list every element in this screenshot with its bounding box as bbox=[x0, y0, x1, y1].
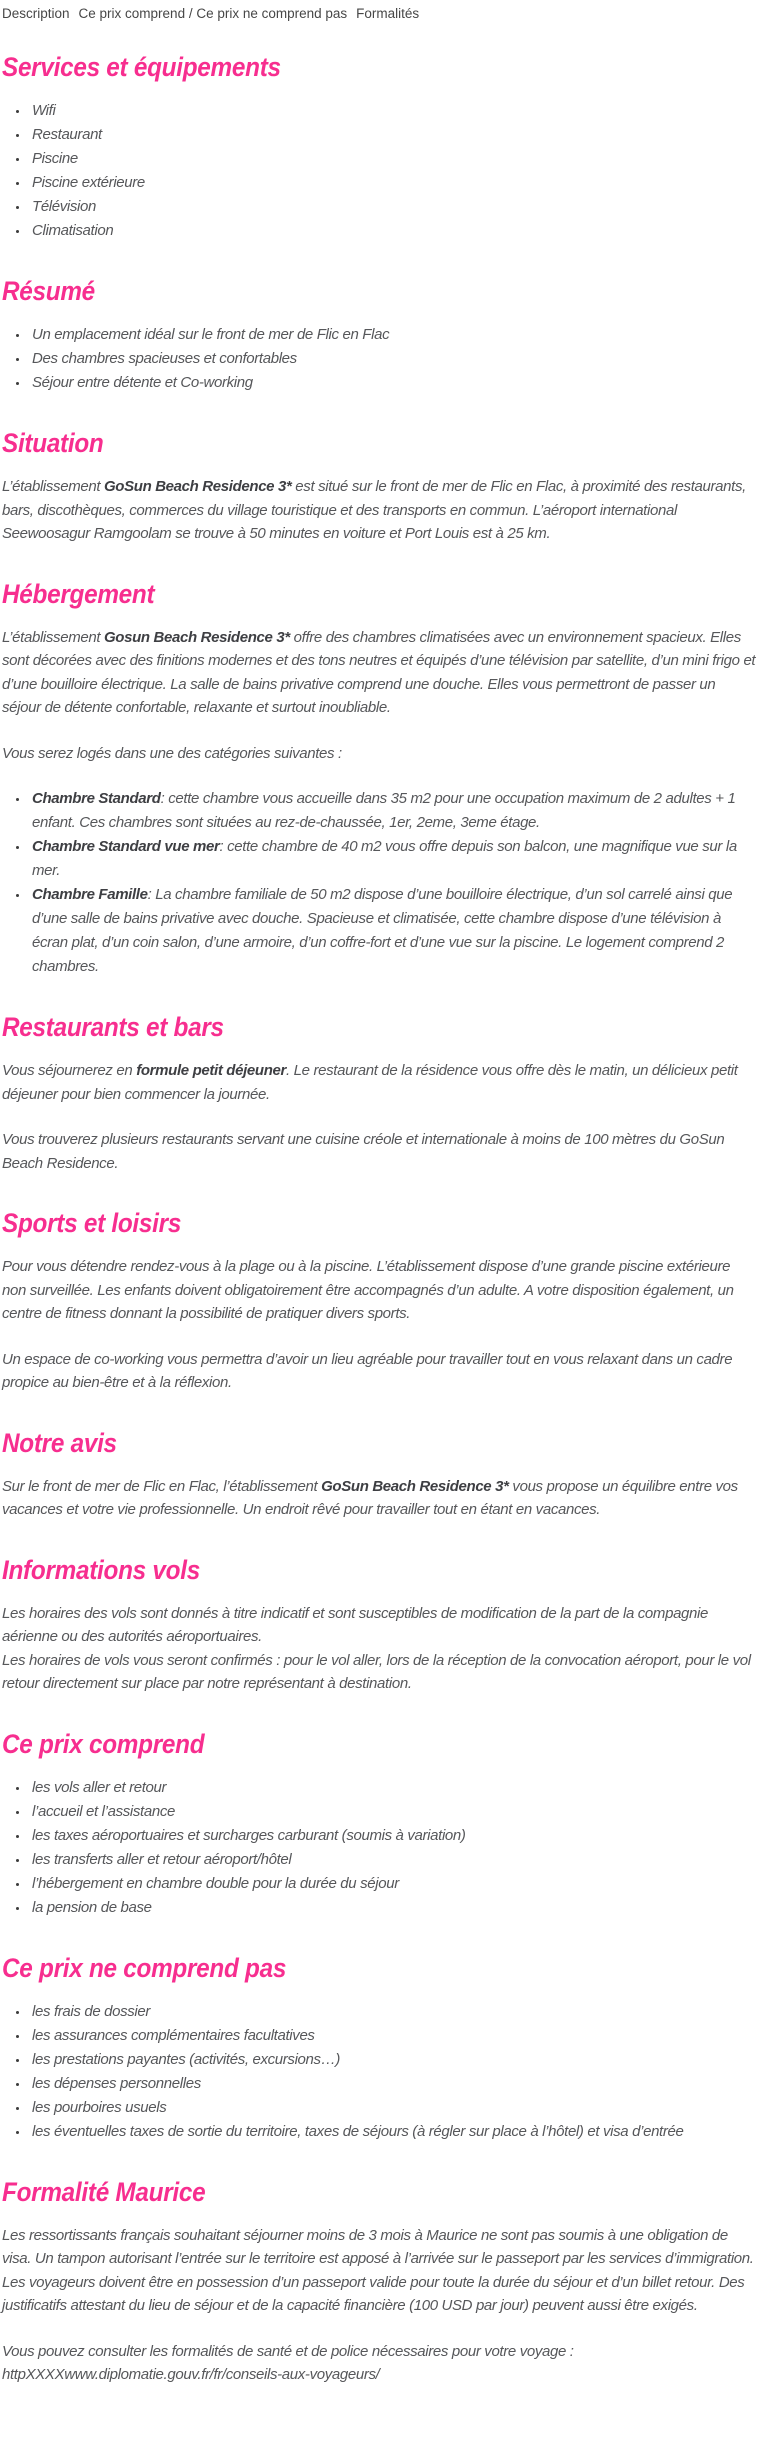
section-title-resume: Résumé bbox=[2, 276, 95, 306]
list-item: • Restaurant bbox=[29, 123, 757, 147]
formalites-paragraph-2: Vous pouvez consulter les formalités de santé et de police nécessaires pour votre voyage : bbox=[2, 2342, 574, 2360]
text-run: . Le restaurant de la résidence vous offre dès le matin, un délicieux petit déjeuner pour bien commencer la journée. bbox=[2, 1062, 738, 1103]
text-run: L’établissement bbox=[2, 628, 104, 646]
situation-paragraph bbox=[2, 475, 757, 546]
section-resume bbox=[2, 276, 757, 395]
meal-plan-bold: formule petit déjeuner bbox=[136, 1062, 287, 1079]
section-sports bbox=[2, 1208, 757, 1395]
section-prix-ne-comprend-pas bbox=[2, 1953, 757, 2144]
list-item: • Piscine extérieure bbox=[29, 171, 757, 195]
list-item: • Des chambres spacieuses et confortables bbox=[29, 347, 757, 371]
hebergement-categories-intro: Vous serez logés dans une des catégories suivantes : bbox=[2, 744, 342, 762]
list-item: • les frais de dossier bbox=[29, 2000, 757, 2024]
text-run: L’établissement bbox=[2, 478, 104, 495]
text-run: : cette chambre vous accueille dans 35 m2 pour une occupation maximum de 2 adultes + 1 enfant. Ces chambres sont situées au rez-de-chaussée, 1er, 2eme, 3eme étage. bbox=[32, 790, 736, 831]
list-item: • Climatisation bbox=[29, 219, 757, 243]
section-title-sports: Sports et loisirs bbox=[2, 1208, 182, 1238]
section-title-avis: Notre avis bbox=[2, 1427, 117, 1458]
list-item: • les taxes aéroportuaires et surcharges carburant (soumis à variation) bbox=[29, 1824, 757, 1848]
text-run: vous propose un équilibre entre vos vacances et votre vie professionnelle. Un endroit rêvé pour travailler tout en étant en vacances. bbox=[2, 1477, 738, 1518]
list-item: • Wifi bbox=[29, 99, 757, 123]
list-item: • les pourboires usuels bbox=[29, 2096, 757, 2120]
list-item: • Piscine bbox=[29, 147, 757, 171]
restaurants-paragraph-1 bbox=[2, 1059, 757, 1106]
list-item: • les assurances complémentaires facultatives bbox=[29, 2024, 757, 2048]
formalites-paragraph-1: Les ressortissants français souhaitant séjourner moins de 3 mois à Maurice ne sont pas soumis à une obligation de visa. Un tampon autorisant l’entrée sur le territoire est apposé à l’arrivée sur le passeport par les services d’immigration. Les voyageurs doivent être en possession d’un passeport valide pour toute la durée du séjour et d’un billet retour. Des justificatifs attestant du lieu de séjour et de la capacité financière (100 USD par jour) peuvent aussi être exigés. bbox=[2, 2226, 754, 2314]
list-item: • la pension de base bbox=[29, 1896, 757, 1920]
formalites-travel-advice-url: httpXXXXwww.diplomatie.gouv.fr/fr/conseils-aux-voyageurs/ bbox=[2, 2366, 380, 2383]
room-name-bold: Chambre Standard bbox=[32, 790, 161, 807]
prix-ne-comprend-pas-list bbox=[2, 2000, 757, 2144]
text-run: : La chambre familiale de 50 m2 dispose d’une bouilloire électrique, d’un sol carrelé ainsi que d’une salle de bains privative avec douche. Spacieuse et climatisée, cette chambre dispose d’une télévision à écran plat, d’un coin salon, d’une armoire, d’un coffre-fort et d’une vue sur la piscine. Le logement comprend 2 chambres. bbox=[32, 886, 733, 975]
room-item-famille bbox=[29, 883, 757, 979]
section-hebergement bbox=[2, 579, 757, 980]
hotel-name-bold: Gosun Beach Residence 3* bbox=[103, 628, 290, 646]
text-run: Vous séjournerez en bbox=[2, 1062, 137, 1079]
hotel-name-bold: GoSun Beach Residence 3* bbox=[321, 1477, 509, 1495]
vols-paragraph-1: Les horaires des vols sont donnés à titre indicatif et sont susceptibles de modification de la part de la compagnie aérienne ou des autorités aéroportuaires. bbox=[2, 1604, 709, 1645]
list-item: • les éventuelles taxes de sortie du territoire, taxes de séjours (à régler sur place à l’hôtel) et visa d’entrée bbox=[29, 2120, 757, 2144]
section-title-services: Services et équipements bbox=[2, 52, 281, 82]
section-situation bbox=[2, 428, 757, 546]
list-item: • les transferts aller et retour aéroport/hôtel bbox=[29, 1848, 757, 1872]
list-item: • Un emplacement idéal sur le front de mer de Flic en Flac bbox=[29, 323, 757, 347]
sports-paragraph-2: Un espace de co-working vous permettra d’avoir un lieu agréable pour travailler tout en vous relaxant dans un cadre propice au bien-être et à la réflexion. bbox=[2, 1350, 733, 1391]
text-run: Sur le front de mer de Flic en Flac, l’établissement bbox=[2, 1477, 322, 1495]
section-title-vols: Informations vols bbox=[2, 1554, 200, 1585]
section-vols bbox=[2, 1555, 757, 1696]
tab-formalities[interactable]: Formalités bbox=[356, 6, 420, 21]
tab-price-included-excluded[interactable]: Ce prix comprend / Ce prix ne comprend pas bbox=[78, 6, 348, 21]
list-item: • Séjour entre détente et Co-working bbox=[29, 371, 757, 395]
section-title-prix-comprend: Ce prix comprend bbox=[2, 1728, 205, 1759]
tab-bar bbox=[2, 5, 757, 23]
resume-list bbox=[2, 323, 757, 395]
list-item: • les vols aller et retour bbox=[29, 1776, 757, 1800]
section-prix-comprend bbox=[2, 1729, 757, 1920]
list-item: • l’hébergement en chambre double pour la durée du séjour bbox=[29, 1872, 757, 1896]
room-name-bold: Chambre Standard vue mer bbox=[32, 838, 220, 855]
list-item: • les prestations payantes (activités, excursions…) bbox=[29, 2048, 757, 2072]
section-services bbox=[2, 52, 757, 243]
list-item: • l’accueil et l’assistance bbox=[29, 1800, 757, 1824]
avis-paragraph bbox=[2, 1475, 757, 1522]
hotel-name-bold: GoSun Beach Residence 3* bbox=[103, 478, 292, 495]
section-avis bbox=[2, 1428, 757, 1522]
hebergement-paragraph bbox=[2, 626, 757, 720]
sports-paragraph-1: Pour vous détendre rendez-vous à la plage ou à la piscine. L’établissement dispose d’une grande piscine extérieure non surveillée. Les enfants doivent obligatoirement être accompagnés d’un adulte. A votre disposition également, un centre de fitness donnant la possibilité de pratiquer divers sports. bbox=[2, 1258, 734, 1322]
prix-comprend-list bbox=[2, 1776, 757, 1920]
list-item: • les dépenses personnelles bbox=[29, 2072, 757, 2096]
text-run: : cette chambre de 40 m2 vous offre depuis son balcon, une magnifique vue sur la mer. bbox=[32, 838, 737, 879]
list-item: • Télévision bbox=[29, 195, 757, 219]
section-title-hebergement: Hébergement bbox=[2, 578, 155, 609]
text-run: offre des chambres climatisées avec un environnement spacieux. Elles sont décorées avec des finitions modernes et des tons neutres et équipés d’une télévision par satellite, d’un mini frigo et d’une bouilloire électrique. La salle de bains privative comprend une douche. Elles vous permettront de passer un séjour de détente confortable, relaxante et surtout inoubliable. bbox=[2, 628, 756, 716]
services-list bbox=[2, 99, 757, 243]
room-categories-list bbox=[2, 787, 757, 979]
section-title-formalites: Formalité Maurice bbox=[2, 2176, 206, 2207]
restaurants-paragraph-2: Vous trouverez plusieurs restaurants servant une cuisine créole et internationale à moins de 100 mètres du GoSun Beach Residence. bbox=[2, 1131, 725, 1172]
tab-description[interactable]: Description bbox=[2, 6, 70, 21]
section-formalites bbox=[2, 2177, 757, 2387]
text-run: est situé sur le front de mer de Flic en Flac, à proximité des restaurants, bars, discothèques, commerces du village touristique et des transports en commun. L’aéroport international Seewoosagur Ramgoolam se trouve à 50 minutes en voiture et Port Louis est à 25 km. bbox=[2, 478, 746, 542]
section-title-situation: Situation bbox=[2, 428, 104, 458]
room-item-standard-vue-mer bbox=[29, 835, 757, 883]
section-title-prix-ne-comprend-pas: Ce prix ne comprend pas bbox=[2, 1952, 287, 1983]
room-item-standard bbox=[29, 787, 757, 835]
vols-paragraph-2: Les horaires de vols vous seront confirmés : pour le vol aller, lors de la réception de la convocation aéroport, pour le vol retour directement sur place par notre représentant à destination. bbox=[2, 1651, 751, 1692]
section-title-restaurants: Restaurants et bars bbox=[2, 1012, 224, 1042]
room-name-bold: Chambre Famille bbox=[32, 886, 148, 903]
section-restaurants bbox=[2, 1012, 757, 1175]
